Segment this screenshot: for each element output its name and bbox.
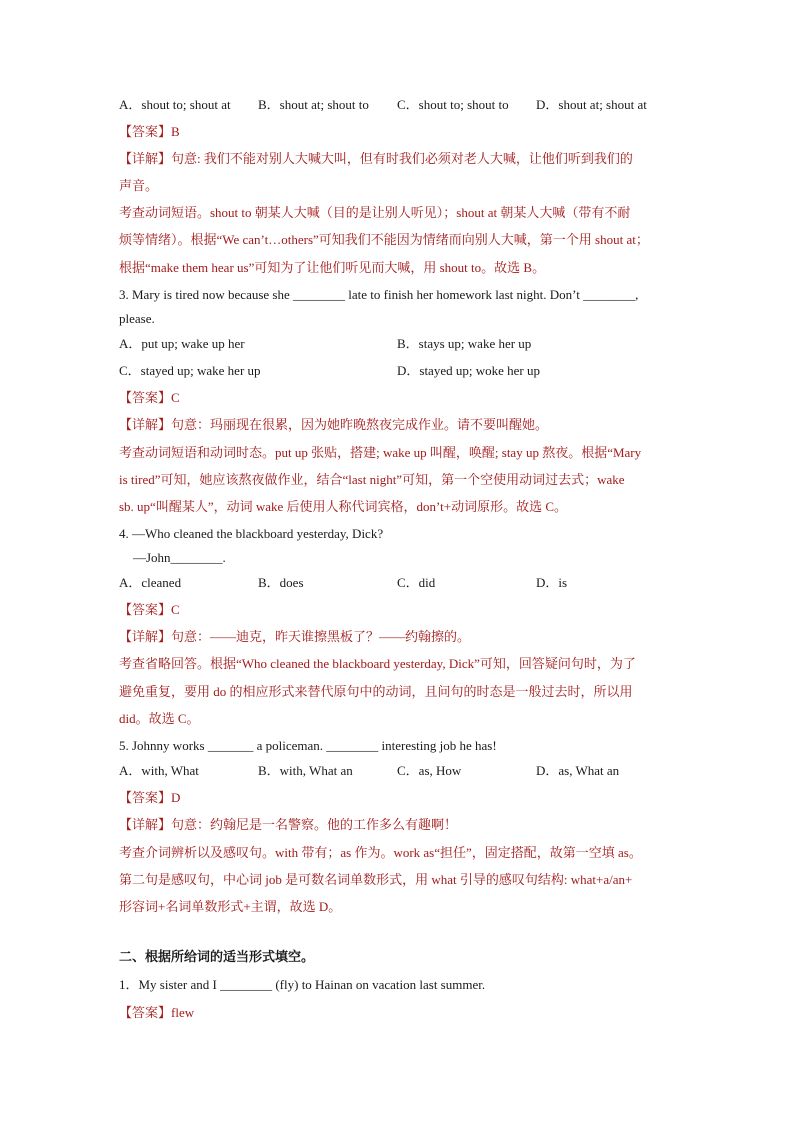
section-heading: 二、根据所给词的适当形式填空。 xyxy=(119,949,315,964)
q3-detail-line: is tired”可知，她应该熬夜做作业，结合“last night”可知，第一个空使用动词过去式；wake xyxy=(119,472,625,487)
q3-detail-line: sb. up“叫醒某人”，动词 wake 后使用人称代词宾格，don’t+动词原形。故选 C。 xyxy=(119,499,567,514)
q4-answer: 【答案】C xyxy=(119,602,180,617)
q3-stem-cont: please. xyxy=(119,311,155,326)
q4-stem: 4. —Who cleaned the blackboard yesterday, Dick? xyxy=(119,526,384,541)
q5-option-a: A．with, What xyxy=(119,763,199,778)
q2-detail-line: 声音。 xyxy=(119,178,159,193)
q3-detail-line: 考查动词短语和动词时态。put up 张贴，搭建; wake up 叫醒，唤醒; stay up 熬夜。根据“Mary xyxy=(119,445,642,460)
q2-detail-line: 【详解】句意: 我们不能对别人大喊大叫，但有时我们必须对老人大喊，让他们听到我们的 xyxy=(119,151,633,166)
q2-option-a: A．shout to; shout at xyxy=(119,97,231,112)
q5-option-d: D．as, What an xyxy=(536,763,620,778)
q5-option-b: B．with, What an xyxy=(258,763,353,778)
section2-q1-answer: 【答案】flew xyxy=(119,1005,195,1020)
q4-detail-line: did。故选 C。 xyxy=(119,711,200,726)
q4-detail-line: 避免重复，要用 do 的相应形式来替代原句中的动词，且问句的时态是一般过去时，所以用 xyxy=(119,684,633,699)
q4-detail-line: 考查省略回答。根据“Who cleaned the blackboard yesterday, Dick”可知，回答疑问句时，为了 xyxy=(119,656,636,671)
q2-detail-line: 根据“make them hear us”可知为了让他们听见而大喊，用 shout to。故选 B。 xyxy=(119,260,546,275)
q4-stem-reply: —John________. xyxy=(133,550,226,565)
q2-option-c: C．shout to; shout to xyxy=(397,97,509,112)
q3-stem: 3. Mary is tired now because she ________ late to finish her homework last night. Don’t ________, xyxy=(119,287,639,302)
q2-answer: 【答案】B xyxy=(119,124,180,139)
q2-option-b: B．shout at; shout to xyxy=(258,97,369,112)
q2-detail-line: 考查动词短语。shout to 朝某人大喊（目的是让别人听见）；shout at 朝某人大喊（带有不耐 xyxy=(119,205,631,220)
q4-option-b: B．does xyxy=(258,575,304,590)
section2-q1-stem: 1．My sister and I ________ (fly) to Hainan on vacation last summer. xyxy=(119,977,486,992)
q4-option-d: D．is xyxy=(536,575,568,590)
q5-detail-line: 考查介词辨析以及感叹句。with 带有；as 作为。work as“担任”，固定搭配，故第一空填 as。 xyxy=(119,845,642,860)
q3-answer: 【答案】C xyxy=(119,390,180,405)
q5-stem: 5. Johnny works _______ a policeman. ________ interesting job he has! xyxy=(119,738,497,753)
q5-option-c: C．as, How xyxy=(397,763,462,778)
q2-option-d: D．shout at; shout at xyxy=(536,97,647,112)
q5-answer: 【答案】D xyxy=(119,790,181,805)
q3-detail-line: 【详解】句意：玛丽现在很累，因为她昨晚熬夜完成作业。请不要叫醒她。 xyxy=(119,417,549,432)
q3-option-b: B．stays up; wake her up xyxy=(397,336,532,351)
q4-option-c: C．did xyxy=(397,575,436,590)
q5-detail-line: 第二句是感叹句，中心词 job 是可数名词单数形式，用 what 引导的感叹句结构: what+a/an+ xyxy=(119,872,633,887)
q5-detail-line: 【详解】句意：约翰尼是一名警察。他的工作多么有趣啊！ xyxy=(119,817,458,832)
q3-option-d: D．stayed up; woke her up xyxy=(397,363,540,378)
q2-detail-line: 烦等情绪）。根据“We can’t…others”可知我们不能因为情绪而向别人大喊，第一个用 shout at； xyxy=(119,232,649,247)
q3-option-c: C．stayed up; wake her up xyxy=(119,363,261,378)
q4-detail-line: 【详解】句意：——迪克，昨天谁擦黑板了？——约翰擦的。 xyxy=(119,629,471,644)
q3-option-a: A．put up; wake up her xyxy=(119,336,245,351)
q4-option-a: A．cleaned xyxy=(119,575,182,590)
q5-detail-line: 形容词+名词单数形式+主谓，故选 D。 xyxy=(119,899,342,914)
